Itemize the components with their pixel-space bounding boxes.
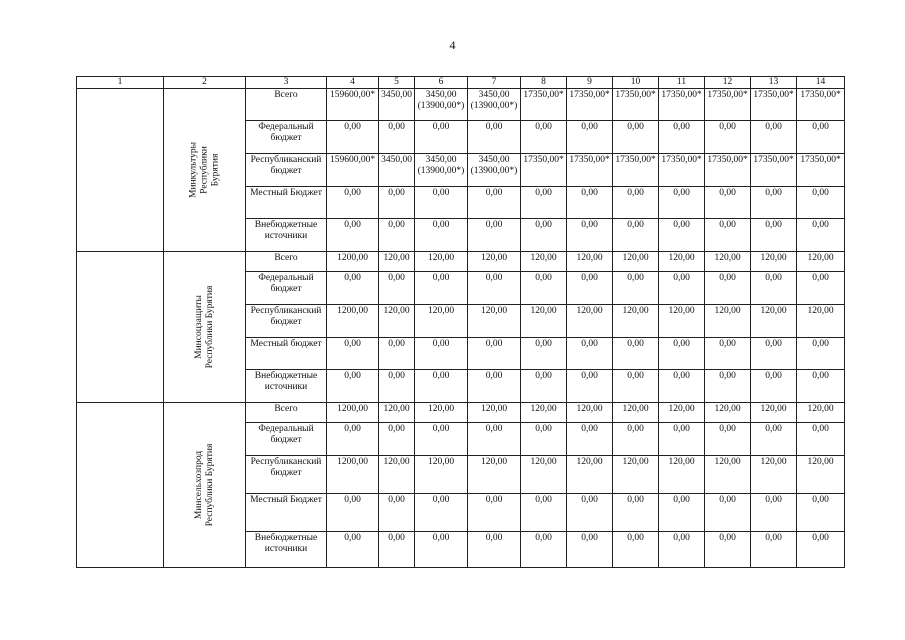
table-row (77, 403, 845, 423)
value-cell: 120,00 (705, 305, 751, 338)
value-cell: 17350,00* (567, 154, 613, 187)
value-cell: 0,00 (379, 121, 415, 154)
value-cell: 0,00 (613, 494, 659, 532)
value-cell: 0,00 (659, 532, 705, 568)
funding-source-cell: Республиканский бюджет (246, 456, 327, 494)
value-cell: 120,00 (567, 403, 613, 423)
column-number-cell: 9 (567, 77, 613, 89)
funding-source-cell: Федеральный бюджет (246, 423, 327, 456)
value-cell: 120,00 (613, 403, 659, 423)
value-cell: 0,00 (751, 187, 797, 219)
value-cell: 0,00 (705, 187, 751, 219)
value-cell: 17350,00* (797, 154, 845, 187)
value-cell: 0,00 (567, 532, 613, 568)
value-cell: 120,00 (468, 305, 521, 338)
column-1-cell (77, 89, 164, 252)
value-cell: 120,00 (797, 403, 845, 423)
value-cell: 120,00 (415, 252, 468, 272)
table-row (77, 89, 845, 121)
executor-cell (164, 252, 246, 403)
value-cell: 0,00 (659, 370, 705, 403)
value-cell: 3450,00 (379, 154, 415, 187)
value-cell: 120,00 (797, 252, 845, 272)
page-number: 4 (449, 38, 456, 52)
funding-source-cell: Внебюджетные источники (246, 532, 327, 568)
column-number-cell: 7 (468, 77, 521, 89)
value-cell: 0,00 (415, 187, 468, 219)
value-cell: 0,00 (797, 494, 845, 532)
value-cell: 120,00 (379, 252, 415, 272)
value-cell: 120,00 (415, 456, 468, 494)
value-cell: 0,00 (567, 272, 613, 305)
executor-label-line: Минкультуры (188, 141, 198, 199)
funding-source-cell: Местный Бюджет (246, 187, 327, 219)
funding-source-cell: Внебюджетные источники (246, 219, 327, 252)
value-cell: 120,00 (613, 252, 659, 272)
value-cell: 120,00 (379, 403, 415, 423)
funding-source-cell: Федеральный бюджет (246, 272, 327, 305)
value-cell: 0,00 (468, 272, 521, 305)
value-cell: 120,00 (751, 456, 797, 494)
value-cell: 120,00 (751, 305, 797, 338)
value-cell: 0,00 (797, 532, 845, 568)
value-cell: 0,00 (567, 494, 613, 532)
value-cell: 120,00 (659, 403, 705, 423)
value-cell: 120,00 (379, 305, 415, 338)
value-cell: 0,00 (567, 187, 613, 219)
value-cell: 17350,00* (613, 154, 659, 187)
column-number-cell: 12 (705, 77, 751, 89)
executor-label-line: Бурятия (210, 153, 220, 187)
value-cell: 3450,00 (13900,00*) (415, 154, 468, 187)
funding-source-cell: Республиканский бюджет (246, 154, 327, 187)
value-cell: 3450,00 (13900,00*) (468, 154, 521, 187)
executor-label-line: Республики Бурятия (204, 443, 215, 527)
value-cell: 17350,00* (521, 154, 567, 187)
executor-label-line: Минсоцзащиты (193, 295, 204, 359)
value-cell: 120,00 (705, 456, 751, 494)
value-cell: 0,00 (521, 272, 567, 305)
value-cell: 0,00 (567, 121, 613, 154)
column-1-cell (77, 252, 164, 403)
value-cell: 0,00 (567, 338, 613, 370)
value-cell: 0,00 (705, 121, 751, 154)
column-number-cell: 6 (415, 77, 468, 89)
value-cell: 120,00 (468, 456, 521, 494)
value-cell: 120,00 (751, 252, 797, 272)
value-cell: 120,00 (659, 456, 705, 494)
value-cell: 0,00 (613, 272, 659, 305)
value-cell: 0,00 (327, 219, 379, 252)
value-cell: 3450,00 (379, 89, 415, 121)
value-cell: 120,00 (659, 305, 705, 338)
value-cell: 17350,00* (567, 89, 613, 121)
column-number-cell: 5 (379, 77, 415, 89)
column-number-cell: 3 (246, 77, 327, 89)
value-cell: 0,00 (613, 423, 659, 456)
executor-cell (164, 403, 246, 568)
funding-source-cell: Местный Бюджет (246, 494, 327, 532)
value-cell: 120,00 (415, 305, 468, 338)
value-cell: 1200,00 (327, 305, 379, 338)
executor-label-line: Республики Бурятия (204, 285, 215, 369)
value-cell: 17350,00* (751, 89, 797, 121)
value-cell: 0,00 (751, 338, 797, 370)
value-cell: 1200,00 (327, 403, 379, 423)
value-cell: 17350,00* (797, 89, 845, 121)
value-cell: 0,00 (415, 338, 468, 370)
value-cell: 3450,00 (13900,00*) (468, 89, 521, 121)
value-cell: 159600,00* (327, 154, 379, 187)
value-cell: 0,00 (659, 121, 705, 154)
value-cell: 0,00 (415, 532, 468, 568)
value-cell: 0,00 (751, 272, 797, 305)
value-cell: 0,00 (567, 370, 613, 403)
value-cell: 0,00 (379, 494, 415, 532)
value-cell: 0,00 (751, 494, 797, 532)
value-cell: 0,00 (797, 272, 845, 305)
value-cell: 0,00 (327, 532, 379, 568)
funding-source-cell: Всего (246, 89, 327, 121)
value-cell: 17350,00* (705, 89, 751, 121)
value-cell: 0,00 (379, 219, 415, 252)
value-cell: 0,00 (327, 370, 379, 403)
value-cell: 0,00 (379, 370, 415, 403)
executor-label (188, 142, 221, 198)
funding-source-cell: Внебюджетные источники (246, 370, 327, 403)
value-cell: 0,00 (705, 532, 751, 568)
funding-source-cell: Всего (246, 252, 327, 272)
value-cell: 0,00 (521, 532, 567, 568)
value-cell: 0,00 (521, 338, 567, 370)
value-cell: 17350,00* (521, 89, 567, 121)
column-number-cell: 14 (797, 77, 845, 89)
value-cell: 0,00 (379, 338, 415, 370)
value-cell: 120,00 (468, 403, 521, 423)
value-cell: 0,00 (379, 532, 415, 568)
executor-label-line: Минсельхозпрод (193, 450, 204, 520)
value-cell: 0,00 (613, 370, 659, 403)
value-cell: 0,00 (521, 219, 567, 252)
value-cell: 0,00 (797, 338, 845, 370)
value-cell: 17350,00* (705, 154, 751, 187)
column-number-cell: 11 (659, 77, 705, 89)
value-cell: 0,00 (659, 187, 705, 219)
value-cell: 120,00 (705, 252, 751, 272)
value-cell: 0,00 (659, 272, 705, 305)
value-cell: 0,00 (613, 219, 659, 252)
executor-label (194, 444, 216, 527)
value-cell: 120,00 (415, 403, 468, 423)
value-cell: 0,00 (521, 423, 567, 456)
value-cell: 17350,00* (659, 154, 705, 187)
value-cell: 0,00 (797, 423, 845, 456)
value-cell: 0,00 (327, 494, 379, 532)
value-cell: 0,00 (659, 423, 705, 456)
value-cell: 120,00 (521, 305, 567, 338)
value-cell: 17350,00* (751, 154, 797, 187)
table-row (77, 252, 845, 272)
value-cell: 0,00 (327, 121, 379, 154)
value-cell: 120,00 (659, 252, 705, 272)
value-cell: 0,00 (705, 370, 751, 403)
value-cell: 0,00 (468, 219, 521, 252)
value-cell: 0,00 (613, 532, 659, 568)
value-cell: 0,00 (327, 423, 379, 456)
value-cell: 1200,00 (327, 252, 379, 272)
value-cell: 0,00 (521, 370, 567, 403)
column-number-cell: 4 (327, 77, 379, 89)
value-cell: 0,00 (797, 121, 845, 154)
value-cell: 159600,00* (327, 89, 379, 121)
value-cell: 0,00 (468, 121, 521, 154)
value-cell: 3450,00 (13900,00*) (415, 89, 468, 121)
value-cell: 120,00 (521, 456, 567, 494)
value-cell: 0,00 (468, 187, 521, 219)
executor-label (194, 286, 216, 369)
value-cell: 0,00 (751, 370, 797, 403)
value-cell: 0,00 (567, 219, 613, 252)
value-cell: 0,00 (751, 423, 797, 456)
value-cell: 0,00 (415, 272, 468, 305)
table-header-row (77, 77, 845, 89)
value-cell: 0,00 (415, 121, 468, 154)
value-cell: 0,00 (751, 219, 797, 252)
value-cell: 0,00 (705, 423, 751, 456)
value-cell: 120,00 (613, 305, 659, 338)
value-cell: 0,00 (379, 272, 415, 305)
value-cell: 17350,00* (613, 89, 659, 121)
value-cell: 0,00 (521, 121, 567, 154)
value-cell: 0,00 (415, 370, 468, 403)
value-cell: 0,00 (567, 423, 613, 456)
value-cell: 120,00 (521, 403, 567, 423)
value-cell: 0,00 (379, 423, 415, 456)
value-cell: 0,00 (468, 423, 521, 456)
executor-cell (164, 89, 246, 252)
value-cell: 0,00 (797, 370, 845, 403)
value-cell: 0,00 (468, 494, 521, 532)
value-cell: 0,00 (468, 370, 521, 403)
value-cell: 120,00 (751, 403, 797, 423)
value-cell: 0,00 (613, 338, 659, 370)
value-cell: 0,00 (705, 494, 751, 532)
value-cell: 0,00 (521, 494, 567, 532)
value-cell: 0,00 (415, 219, 468, 252)
value-cell: 0,00 (415, 423, 468, 456)
value-cell: 0,00 (468, 532, 521, 568)
value-cell: 0,00 (751, 532, 797, 568)
column-number-cell: 2 (164, 77, 246, 89)
value-cell: 120,00 (567, 456, 613, 494)
value-cell: 0,00 (659, 338, 705, 370)
value-cell: 0,00 (379, 187, 415, 219)
value-cell: 120,00 (797, 456, 845, 494)
value-cell: 120,00 (797, 305, 845, 338)
value-cell: 0,00 (613, 121, 659, 154)
value-cell: 17350,00* (659, 89, 705, 121)
column-1-cell (77, 403, 164, 568)
funding-source-cell: Местный бюджет (246, 338, 327, 370)
value-cell: 120,00 (567, 252, 613, 272)
column-number-cell: 10 (613, 77, 659, 89)
value-cell: 120,00 (613, 456, 659, 494)
value-cell: 0,00 (468, 338, 521, 370)
column-number-cell: 13 (751, 77, 797, 89)
value-cell: 0,00 (797, 187, 845, 219)
value-cell: 0,00 (659, 219, 705, 252)
value-cell: 0,00 (415, 494, 468, 532)
value-cell: 120,00 (468, 252, 521, 272)
column-number-cell: 8 (521, 77, 567, 89)
value-cell: 120,00 (705, 403, 751, 423)
value-cell: 0,00 (327, 187, 379, 219)
value-cell: 0,00 (327, 272, 379, 305)
value-cell: 0,00 (797, 219, 845, 252)
value-cell: 0,00 (705, 219, 751, 252)
value-cell: 0,00 (751, 121, 797, 154)
value-cell: 0,00 (705, 272, 751, 305)
value-cell: 120,00 (567, 305, 613, 338)
value-cell: 120,00 (521, 252, 567, 272)
budget-table (76, 76, 845, 568)
value-cell: 120,00 (379, 456, 415, 494)
value-cell: 0,00 (327, 338, 379, 370)
column-number-cell: 1 (77, 77, 164, 89)
value-cell: 0,00 (521, 187, 567, 219)
value-cell: 0,00 (659, 494, 705, 532)
executor-label-line: Республики (199, 146, 209, 194)
funding-source-cell: Федеральный бюджет (246, 121, 327, 154)
value-cell: 0,00 (705, 338, 751, 370)
value-cell: 0,00 (613, 187, 659, 219)
value-cell: 1200,00 (327, 456, 379, 494)
funding-source-cell: Всего (246, 403, 327, 423)
funding-source-cell: Республиканский бюджет (246, 305, 327, 338)
